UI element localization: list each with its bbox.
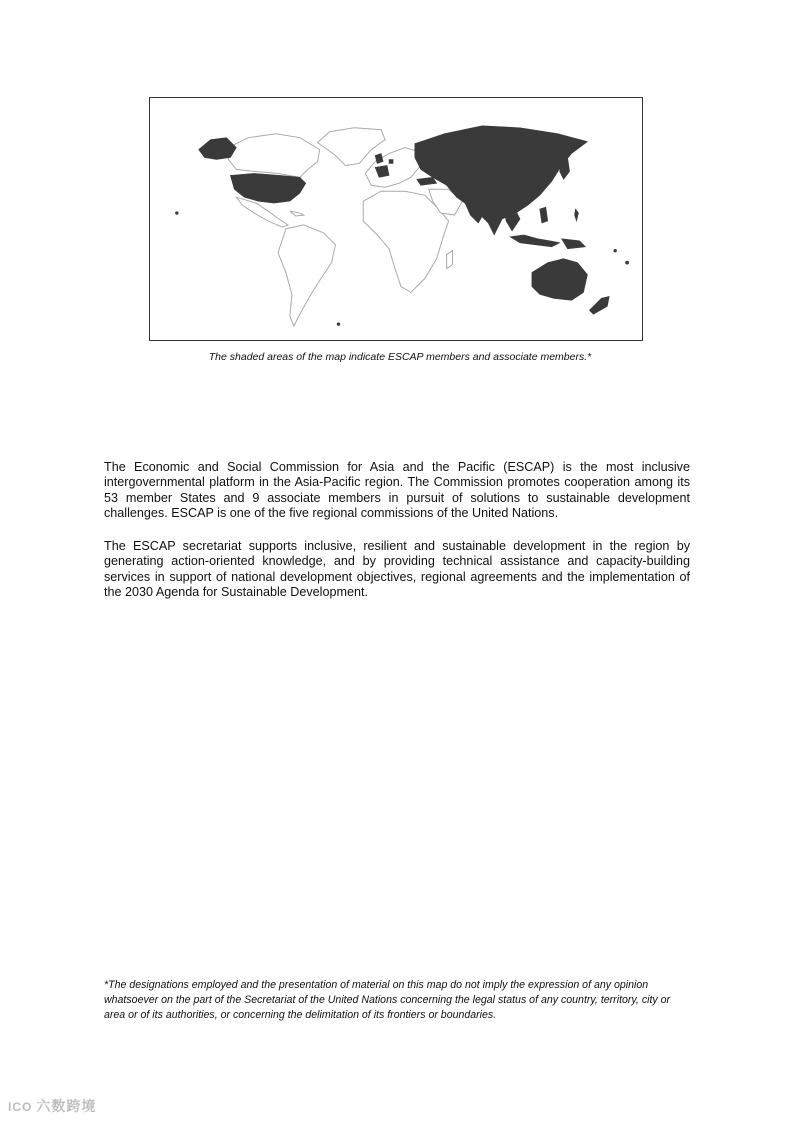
watermark-text: 六数跨境 [36,1098,97,1114]
watermark [8,1096,96,1116]
map-caption: The shaded areas of the map indicate ESCAP members and associate members.* [208,351,592,363]
map-japan [560,158,570,180]
map-new-guinea [562,239,586,249]
map-hawaii [175,212,178,215]
map-netherlands [389,159,393,163]
map-new-zealand [589,296,609,314]
map-south-america [278,225,336,326]
map-alaska [199,138,237,160]
map-pacific-island [626,261,629,264]
map-europe [365,148,421,188]
map-australia [532,259,588,301]
watermark-logo-icon: ICO [8,1100,33,1114]
map-madagascar [447,251,453,269]
secretariat-paragraph: The ESCAP secretariat supports inclusive, resilient and sustainable development in the region by generating action-oriented knowledge, and by providing technical assistance and capacity-building services in support of national development objectives, regional agreements and the implementation of the 2030 Agenda for Sustainable Development. [104,538,690,600]
map-canada [228,134,319,178]
world-map [149,97,643,341]
map-caribbean [290,211,304,216]
world-map-svg [150,98,642,340]
map-falklands [337,323,340,326]
map-indonesia [510,235,560,247]
map-turkey [417,177,437,185]
intro-paragraph: The Economic and Social Commission for Asia and the Pacific (ESCAP) is the most inclusive intergovernmental platform in the Asia-Pacific region. The Commission promotes cooperation among its 53 member States and 9 associate members in pursuit of solutions to sustainable development challenges. ESCAP is one of the five regional commissions of the United Nations. [104,459,690,521]
map-disclaimer: *The designations employed and the presentation of material on this map do not imply the expression of any opinion whatsoever on the part of the Secretariat of the United Nations concerning the legal status of any country, territory, city or area or of its authorities, or concerning the delimitation of its frontiers or boundaries. [104,979,671,1021]
map-pacific-island [575,209,579,221]
map-pacific-island [614,249,617,252]
map-philippines [540,207,548,223]
map-greenland [318,128,385,166]
